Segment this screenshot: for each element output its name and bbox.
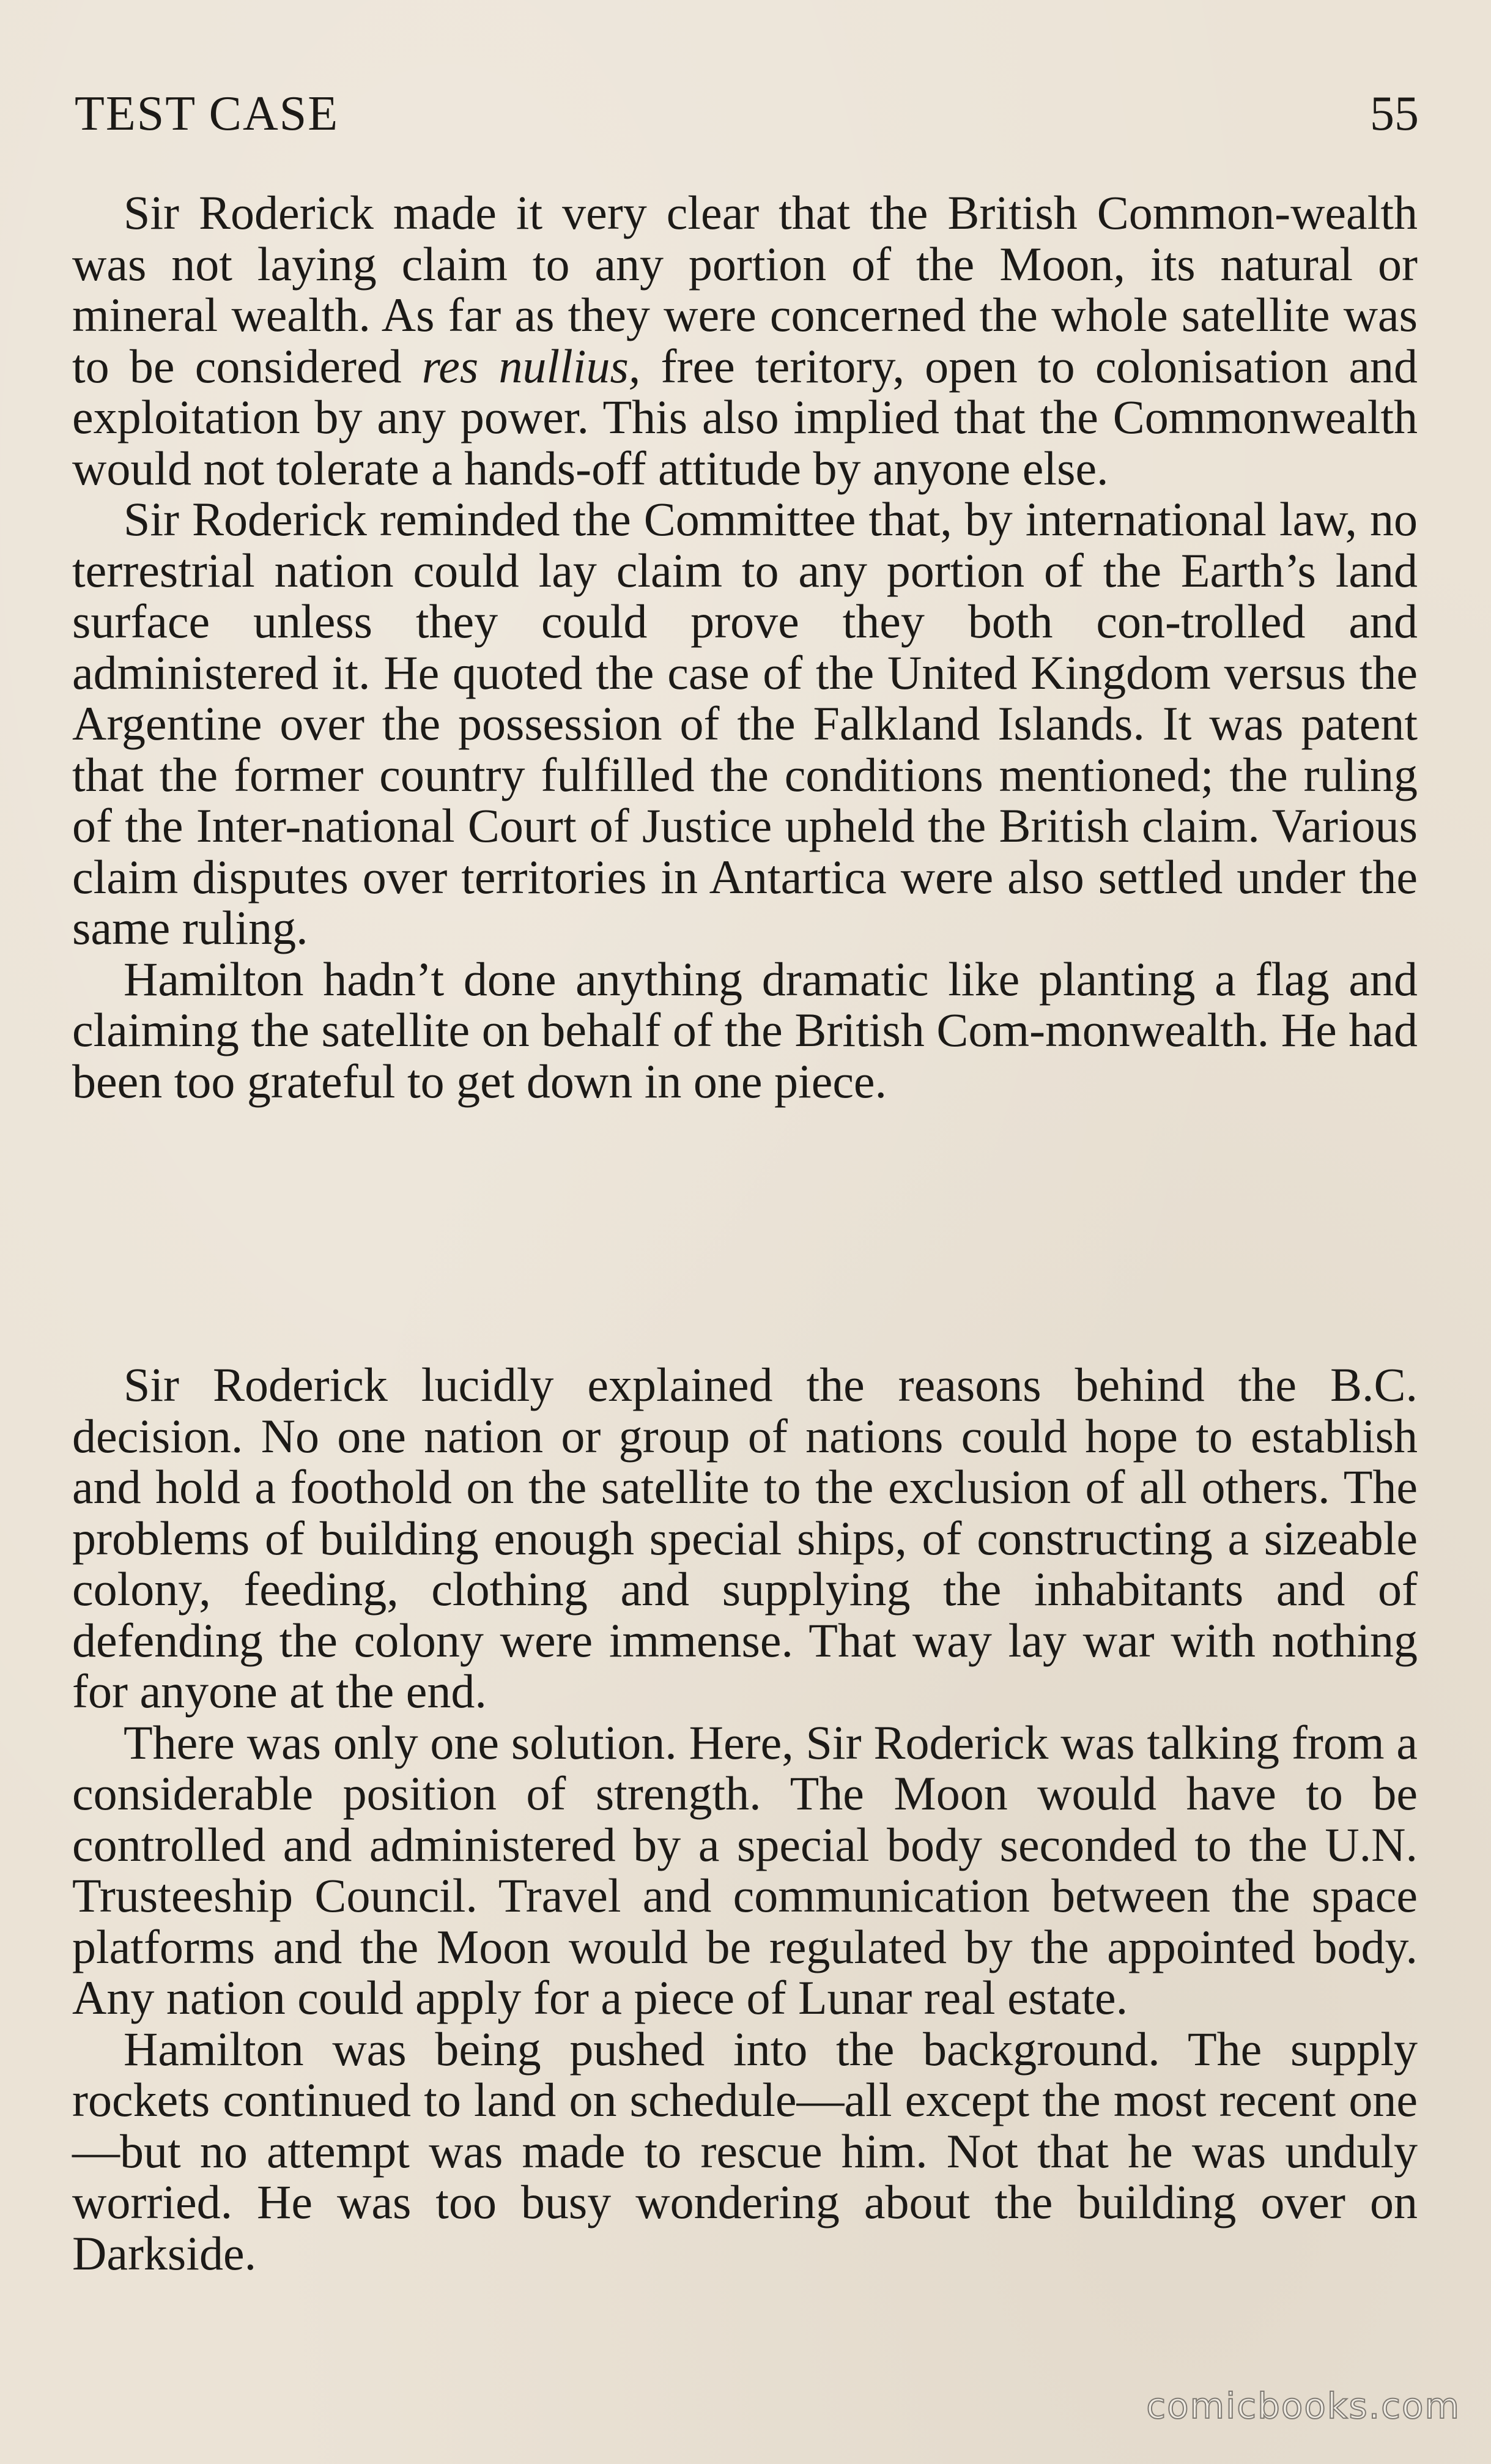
site-watermark: comicbooks.com <box>1146 2385 1460 2427</box>
page-number: 55 <box>1370 87 1419 141</box>
paragraph <box>72 187 1418 494</box>
italic-phrase: res nullius, <box>421 339 641 393</box>
paragraph-text: free teritory, open to colonisation and exploitation by any power. This also implied that the Commonwealth would not tolerate a hands-off attitude by anyone else. <box>72 339 1418 495</box>
paragraph: Sir Roderick reminded the Committee that, by international law, no terrestrial nation could lay claim to any portion of the Earth’s land surface unless they could prove they both con-trolled and administered it. He quoted the case of the United Kingdom versus the Argentine over the possession of the Falkland Islands. It was patent that the former country fulfilled the conditions mentioned; the ruling of the Inter-national Court of Justice upheld the British claim. Various claim disputes over territories in Antartica were also settled under the same ruling. <box>72 492 1418 954</box>
paragraph-text: Sir Roderick made it very clear that the British Common-wealth was not laying claim to any portion of the Moon, its natural or mineral wealth. As far as they were concerned the whole satellite was to be considered <box>72 186 1418 393</box>
body-section-1 <box>72 187 1418 1107</box>
paragraph: Hamilton hadn’t done anything dramatic like planting a flag and claiming the satellite on behalf of the British Com-monwealth. He had been too grateful to get down in one piece. <box>72 952 1418 1108</box>
paragraph: There was only one solution. Here, Sir Roderick was talking from a considerable position of strength. The Moon would have to be controlled and administered by a special body seconded to the U.N. Trusteeship Council. Travel and communication between the space platforms and the Moon would be regulated by the appointed body. Any nation could apply for a piece of Lunar real estate. <box>72 1715 1418 2024</box>
running-head <box>75 84 1419 143</box>
paragraph: Hamilton was being pushed into the background. The supply rockets continued to land on schedule—all except the most recent one—but no attempt was made to rescue him. Not that he was unduly worried. He was too busy wondering about the building over on Darkside. <box>72 2022 1418 2280</box>
running-title: TEST CASE <box>75 87 339 141</box>
body-section-2 <box>72 1359 1418 2279</box>
paragraph: Sir Roderick lucidly explained the reasons behind the B.C. decision. No one nation or group of nations could hope to establish and hold a foothold on the satellite to the exclusion of all others. The problems of building enough special ships, of constructing a sizeable colony, feeding, clothing and supplying the inhabitants and of defending the colony were immense. That way lay war with nothing for anyone at the end. <box>72 1358 1418 1718</box>
